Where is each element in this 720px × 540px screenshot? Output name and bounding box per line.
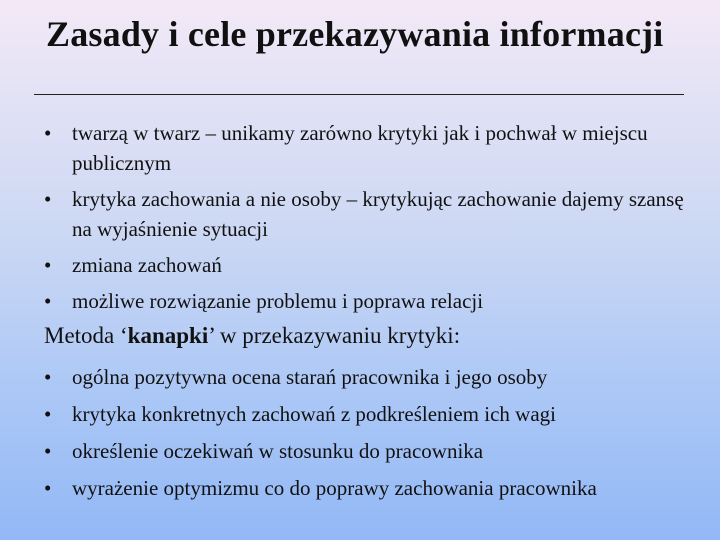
list-item (44, 118, 694, 178)
list-item-text: określenie oczekiwań w stosunku do pracownika (72, 439, 484, 463)
bullet-icon: • (44, 365, 52, 389)
list-item-text: wyrażenie optymizmu co do poprawy zachowania pracownika (72, 476, 597, 500)
list-item-text: zmiana zachowań (72, 253, 222, 277)
list-item-text: krytyka zachowania a nie osoby – krytykując zachowanie dajemy szansę na wyjaśnienie sytuacji (72, 187, 684, 241)
list-item (44, 362, 694, 392)
list-item-text: możliwe rozwiązanie problemu i poprawa relacji (72, 289, 484, 313)
bullet-icon: • (44, 121, 52, 145)
method-heading-prefix: Metoda ‘ (44, 323, 128, 348)
slide-title: Zasady i cele przekazywania informacji (46, 14, 664, 54)
bullet-icon: • (44, 476, 52, 500)
list-item (44, 473, 694, 503)
list-item (44, 436, 694, 466)
list-item-text: krytyka konkretnych zachowań z podkreśleniem ich wagi (72, 402, 556, 426)
method-heading (44, 320, 694, 352)
list-item-text: twarzą w twarz – unikamy zarówno krytyki jak i pochwał w miejscu publicznym (72, 121, 648, 175)
bullet-icon: • (44, 289, 52, 313)
bullet-icon: • (44, 253, 52, 277)
bullet-icon: • (44, 402, 52, 426)
list-item (44, 184, 694, 244)
sandwich-method-list (44, 362, 694, 510)
bullet-icon: • (44, 187, 52, 211)
list-item-text: ogólna pozytywna ocena starań pracownika i jego osoby (72, 365, 548, 389)
method-heading-bold: kanapki (127, 323, 209, 348)
method-heading-suffix: ’ w przekazywaniu krytyki: (208, 323, 461, 348)
list-item (44, 286, 694, 316)
list-item (44, 250, 694, 280)
principles-list (44, 118, 694, 322)
list-item (44, 399, 694, 429)
bullet-icon: • (44, 439, 52, 463)
title-underline (34, 94, 684, 95)
